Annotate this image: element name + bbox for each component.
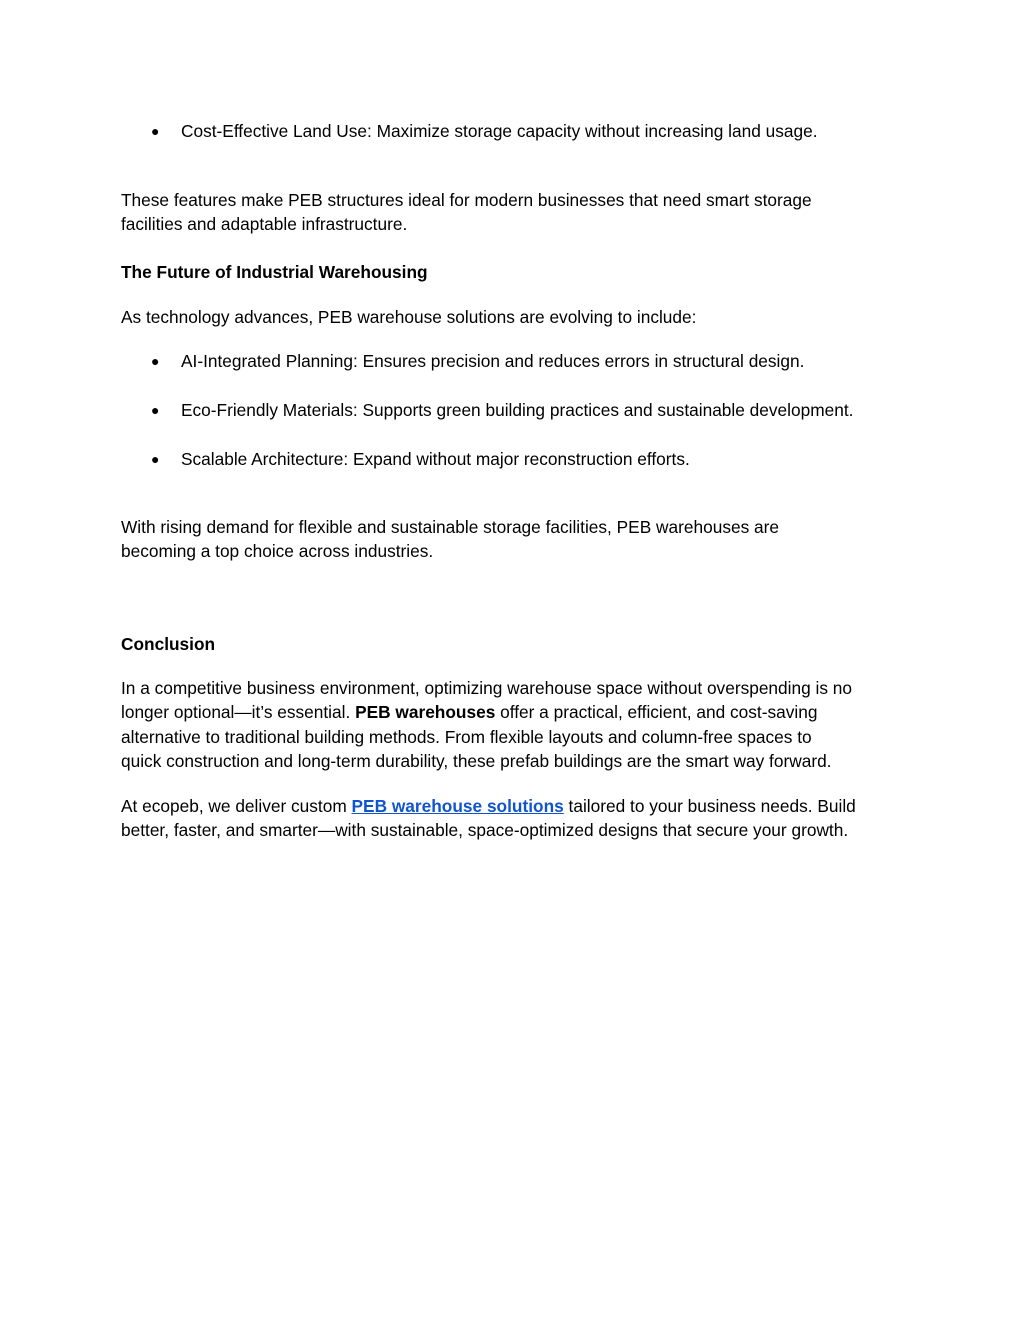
paragraph-line: In a competitive business environment, optimizing warehouse space without overspending is no <box>121 678 853 698</box>
text-run: longer optional—it’s essential. <box>121 702 356 723</box>
bullet-list-top <box>121 119 921 143</box>
paragraph-line: These features make PEB structures ideal for modern businesses that need smart storage <box>121 190 812 210</box>
bullet-list-future <box>121 398 921 422</box>
bullet-icon: ● <box>151 123 160 139</box>
text-run: tailored to your business needs. Build <box>563 796 856 816</box>
bullet-icon: ● <box>151 402 160 418</box>
future-intro: As technology advances, PEB warehouse solutions are evolving to include: <box>121 307 697 327</box>
paragraph-line: quick construction and long-term durability, these prefab buildings are the smart way forward. <box>121 750 832 771</box>
bullet-icon: ● <box>151 353 160 369</box>
list-item <box>121 447 921 471</box>
conclusion-paragraph-1 <box>121 676 921 773</box>
list-item <box>121 119 921 143</box>
peb-warehouse-solutions-link[interactable]: PEB warehouse solutions <box>351 796 564 816</box>
list-item <box>121 398 921 422</box>
list-item-text: Scalable Architecture: Expand without major reconstruction efforts. <box>181 449 690 469</box>
paragraph-line: becoming a top choice across industries. <box>121 541 434 562</box>
paragraph-line: With rising demand for flexible and sustainable storage facilities, PEB warehouses are <box>121 517 779 537</box>
paragraph-line <box>121 700 921 724</box>
paragraph-line: alternative to traditional building methods. From flexible layouts and column-free spaces to <box>121 726 812 747</box>
list-item-text: AI-Integrated Planning: Ensures precision and reduces errors in structural design. <box>181 351 805 371</box>
text-run: offer a practical, efficient, and cost-saving <box>495 702 818 723</box>
section-heading-conclusion: Conclusion <box>121 634 216 654</box>
list-item-text: Cost-Effective Land Use: Maximize storage capacity without increasing land usage. <box>181 121 818 141</box>
features-paragraph <box>121 188 921 237</box>
paragraph-line: facilities and adaptable infrastructure. <box>121 214 408 235</box>
list-item-text: Eco-Friendly Materials: Supports green building practices and sustainable development. <box>181 400 854 420</box>
text-run: At ecopeb, we deliver custom <box>121 796 352 816</box>
bullet-list-future <box>121 447 921 471</box>
section-heading-future: The Future of Industrial Warehousing <box>121 262 428 282</box>
bold-text: PEB warehouses <box>355 702 496 723</box>
list-item <box>121 349 921 373</box>
bullet-icon: ● <box>151 451 160 467</box>
paragraph-line: better, faster, and smarter—with sustainable, space-optimized designs that secure your growth. <box>121 820 849 841</box>
conclusion-paragraph-2 <box>121 794 921 843</box>
bullet-list-future <box>121 349 921 373</box>
paragraph-line <box>121 794 921 818</box>
future-closing-paragraph <box>121 515 921 564</box>
